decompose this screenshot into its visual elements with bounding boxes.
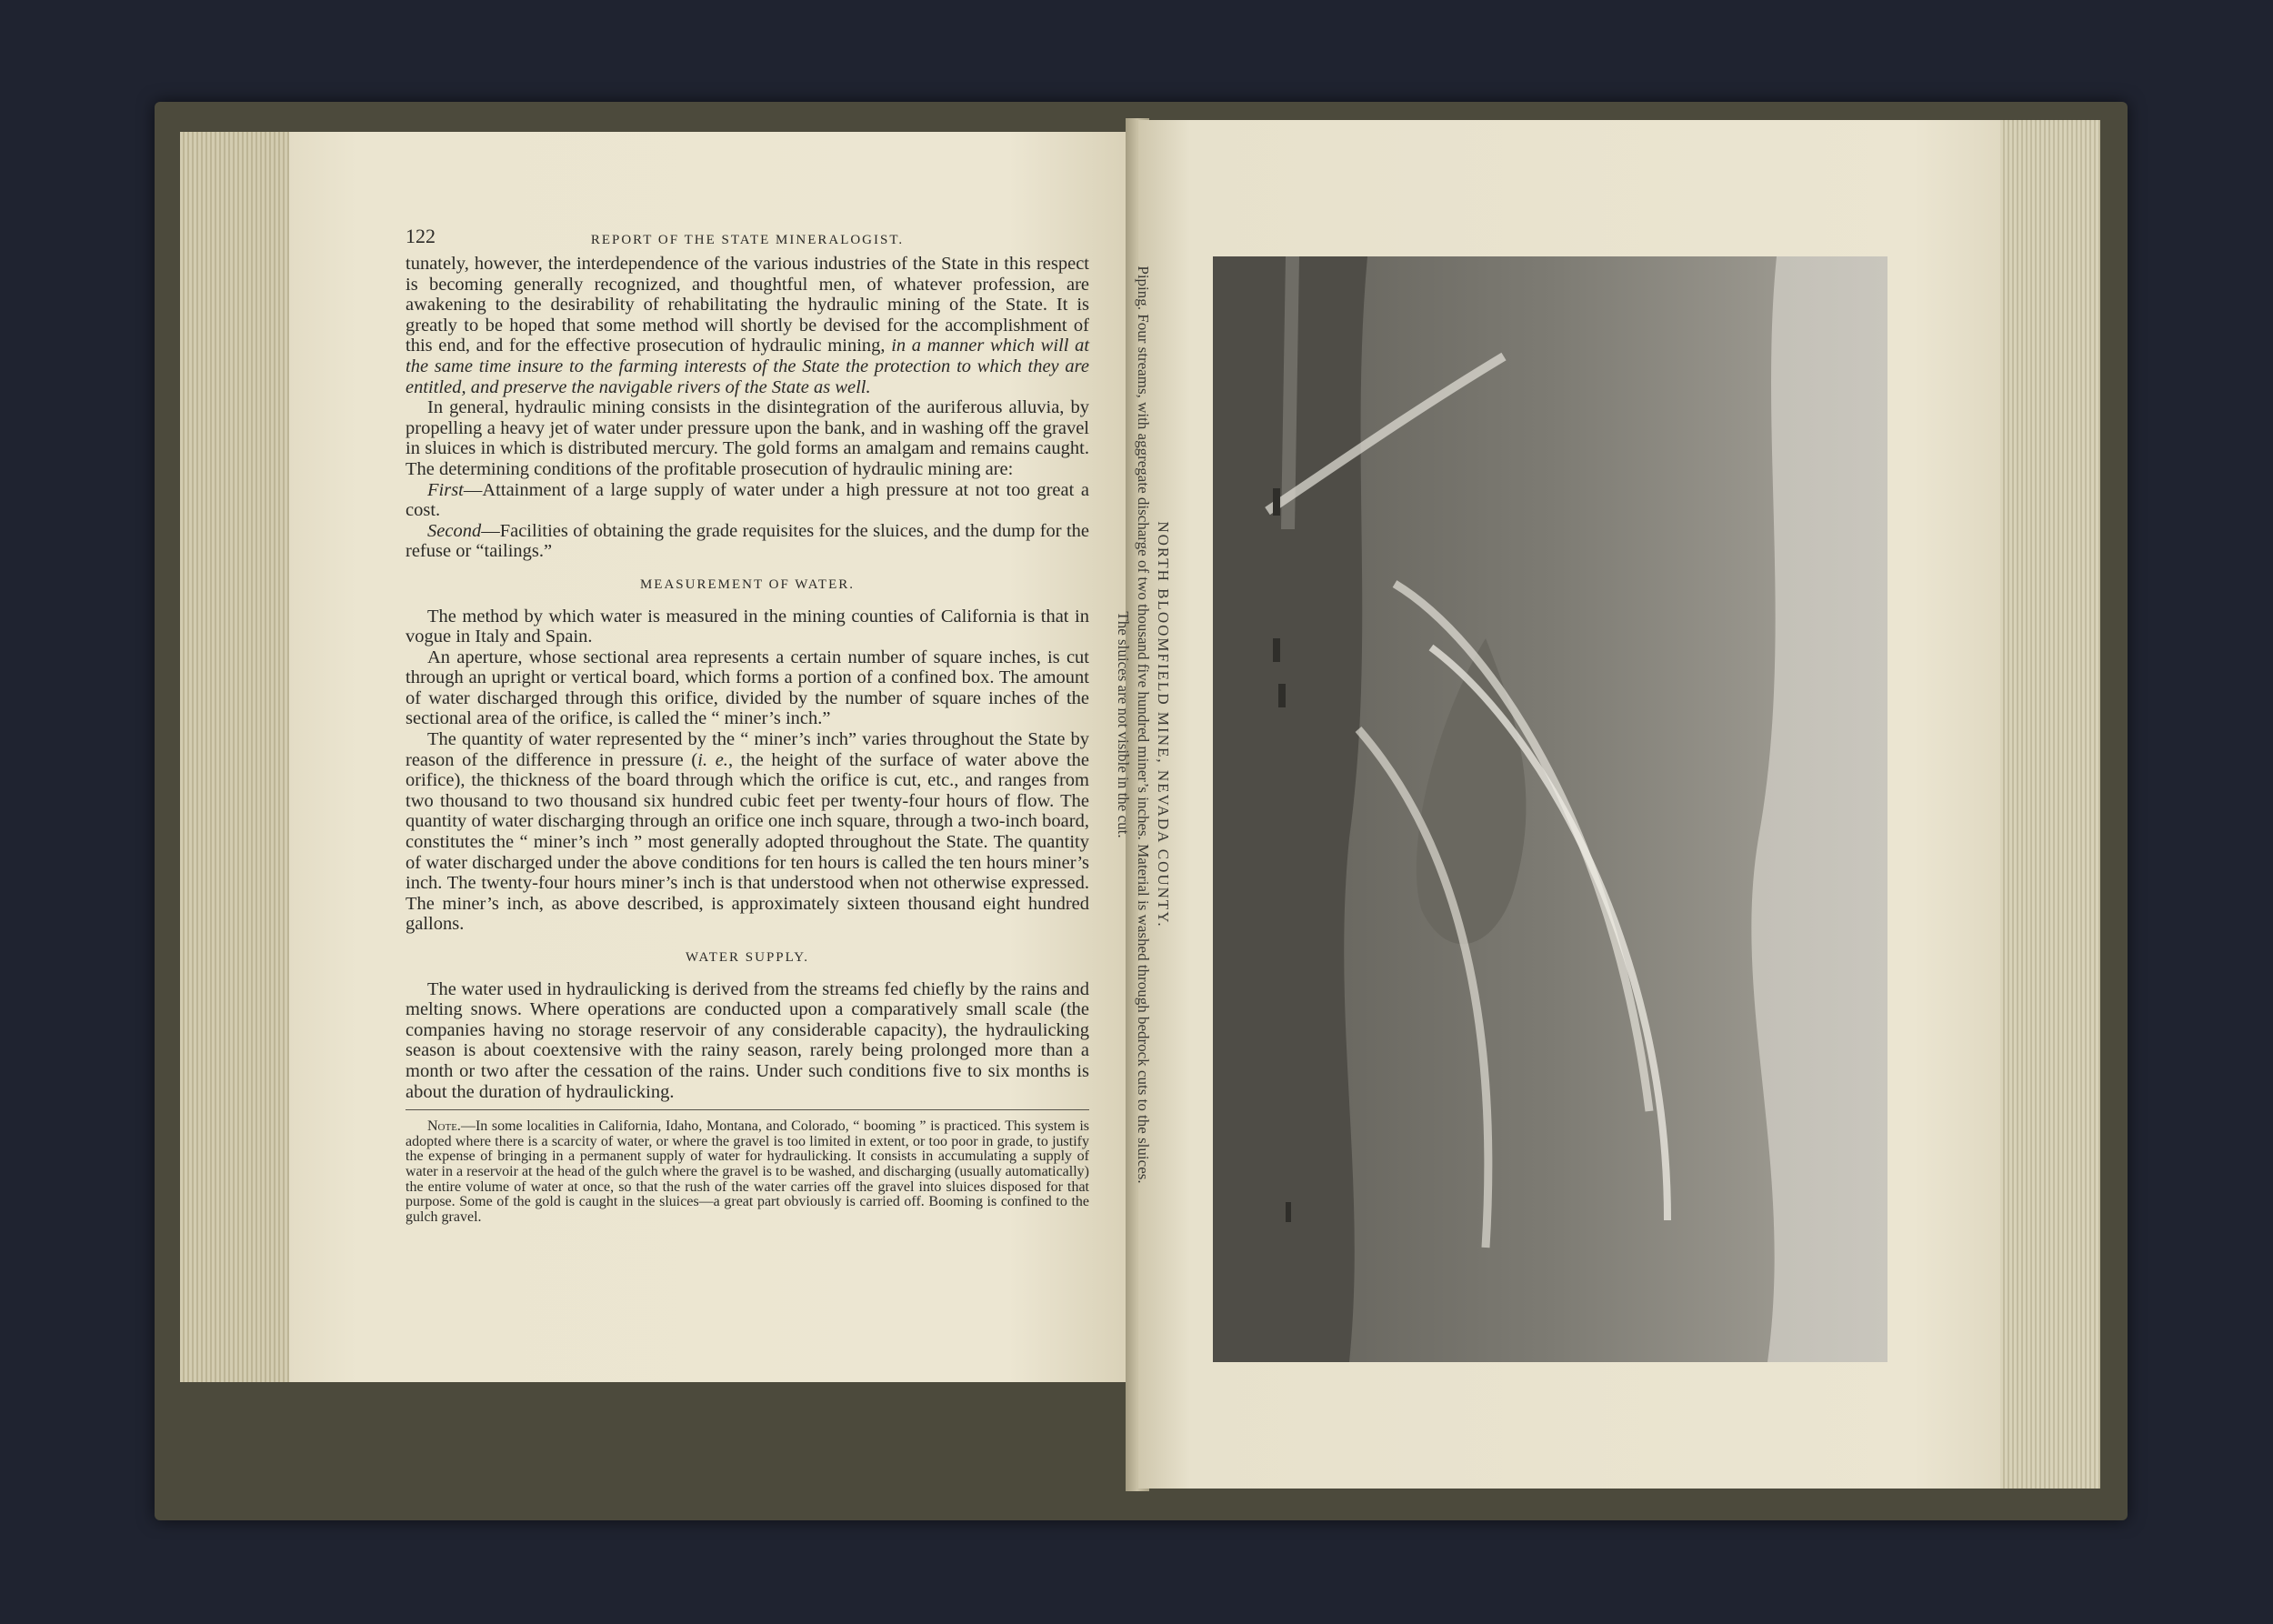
paragraph-quantity: [406, 729, 1089, 935]
paragraph-general: In general, hydraulic mining consists in the disintegration of the auriferous alluvia, by propelling a heavy jet of water under pressure upon the bank, and in washing off the gravel in sluices in which is distributed mercury. The gold forms an amalgam and remains caught. The determining conditions of the profitable prosecution of hydraulic mining are:: [406, 397, 1089, 479]
page-number: 122: [406, 225, 436, 247]
footnote: [406, 1119, 1089, 1225]
paragraph-second: [406, 521, 1089, 562]
left-page: [289, 132, 1135, 1382]
running-head-title: REPORT OF THE STATE MINERALOGIST.: [590, 233, 905, 247]
heading-water-supply: WATER SUPPLY.: [686, 950, 809, 965]
photo-caption: [1091, 256, 1173, 1193]
footnote-rule: [406, 1109, 1089, 1110]
paragraph-method: The method by which water is measured in the mining counties of California is that in vogue in Italy and Spain.: [406, 606, 1089, 647]
left-page-text: [406, 223, 1089, 1225]
running-head: [406, 223, 1089, 254]
paragraph-supply: The water used in hydraulicking is derived from the streams fed chiefly by the rains and melting snows. Where operations are conducted upon a comparatively small scale (the companies having no storage reservoir of any considerable capacity), the hydraulicking season is about coextensive with the rainy season, rarely being prolonged more than a month or two after the cessation of the rains. Under such conditions five to six months is about the duration of hydraulicking.: [406, 978, 1089, 1102]
first-text: —Attainment of a large supply of water under a high pressure at not too great a cost.: [406, 479, 1089, 521]
intro-text: tunately, however, the interdependence of the various industries of the State in this respect is becoming generally recognized, and thoughtful men, of whatever profession, are awakening to the desirability of rehabilitating the hydraulic mining of the State. It is greatly to be hoped that some method will shortly be devised for the accomplishment of this end, and for the effective prosecution of hydraulic mining,: [406, 254, 1089, 356]
second-label: Second: [427, 520, 482, 541]
heading-measurement: MEASUREMENT OF WATER.: [639, 576, 856, 592]
first-label: First: [427, 479, 464, 500]
right-page: [1138, 120, 2000, 1489]
caption-line-1: Piping. Four streams, with aggregate discharge of two thousand five hundred miner’s inches. Material is washed through bedrock cuts to the sluices.: [1135, 266, 1152, 1184]
quantity-text-b: , the height of the surface of water above the orifice), the thickness of the board through which the orifice is cut, etc., and ranges from two thousand to two thousand six hundred cubic feet per twenty-four hours of flow. The quantity of water discharging through an orifice one inch square, through a two-inch board, constitutes the “ miner’s inch ” most generally adopted throughout the State. The quantity of water discharged under the above conditions for ten hours is called the ten hours miner’s inch. The twenty-four hours miner’s inch is that understood when not otherwise expressed. The miner’s inch, as above described, is approximately sixteen thousand eight hundred gallons.: [406, 749, 1089, 935]
footnote-label: Note.: [427, 1118, 461, 1135]
quantity-italic: i. e.: [697, 749, 728, 770]
page-edges-right: [1996, 120, 2100, 1489]
caption-title: NORTH BLOOMFIELD MINE, NEVADA COUNTY.: [1155, 521, 1172, 928]
caption-line-2: The sluices are not visible in the cut.: [1115, 611, 1132, 838]
paragraph-aperture: An aperture, whose sectional area represents a certain number of square inches, is cut through an upright or vertical board, which forms a portion of a confined box. The amount of water discharged through this orifice, divided by the number of square inches of the sectional area of the orifice, is called the “ miner’s inch.”: [406, 647, 1089, 729]
paragraph-first: [406, 480, 1089, 521]
second-text: —Facilities of obtaining the grade requisites for the sluices, and the dump for the refuse or “tailings.”: [406, 520, 1089, 562]
quantity-text-a: The quantity of water represented by the “ miner’s inch” varies throughout the State by reason of the difference in pressure (: [406, 729, 1089, 770]
footnote-text: —In some localities in California, Idaho, Montana, and Colorado, “ booming ” is practiced. This system is adopted where there is a scarcity of water, or where the gravel is too limited in extent, or too poor in grade, to justify the expense of bringing in a permanent supply of water for hydraulicking. It consists in accumulating a supply of water in a reservoir at the head of the gulch where the gravel is to be washed, and discharging (usually automatically) the entire volume of water at once, so that the rush of the water carries off the gravel into sluices disposed for that purpose. Some of the gold is caught in the sluices—a great part obviously is carried off. Booming is confined to the gulch gravel.: [406, 1118, 1089, 1225]
intro-italic: in a manner which will at the same time insure to the farming interests of the State the protection to which they are entitled, and preserve the navigable rivers of the State as well.: [406, 336, 1090, 397]
hydraulic-mining-photo: [1213, 256, 1887, 1362]
paragraph-intro: [406, 254, 1089, 397]
